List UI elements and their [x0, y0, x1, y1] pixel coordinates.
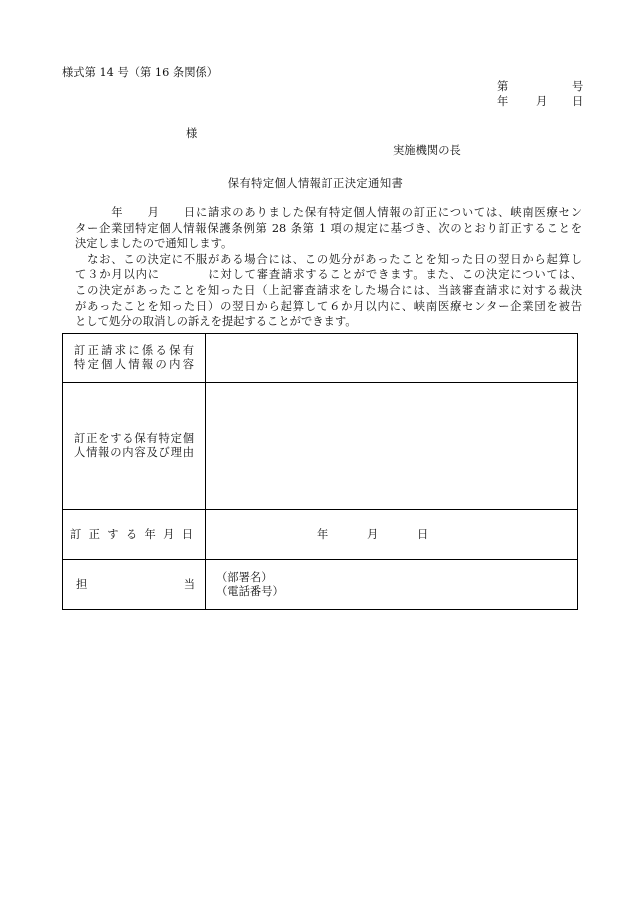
value-correction-date [206, 510, 577, 560]
issue-date-month: 月 [536, 95, 548, 108]
value-correction-content-reason [206, 383, 577, 510]
label-char-left: 担 [76, 577, 88, 591]
body-line: 年 月 日に請求のありました保有特定個人情報の訂正については、峡南医療セン [75, 206, 582, 219]
label-line: 訂 正 す る 年 月 日 [70, 527, 193, 541]
correction-date-year: 年 [317, 527, 329, 541]
department-field-label: （部署名） [216, 570, 273, 584]
label-char-right: 当 [183, 577, 195, 591]
body-line: て３か月以内に に対して審査請求することができます。また、この決定については、 [75, 268, 582, 282]
addressee-suffix: 様 [186, 127, 198, 140]
body-line: として処分の取消しの訴えを提起することができます。 [75, 315, 357, 329]
document-title: 保有特定個人情報訂正決定通知書 [227, 177, 404, 190]
form-number: 様式第 14 号（第 16 条関係） [62, 66, 219, 79]
correction-date-day: 日 [417, 527, 429, 541]
label-line: 訂正をする保有特定個 [74, 432, 194, 445]
label-correction-content-reason [63, 383, 206, 510]
body-line: 決定しましたので通知します。 [75, 237, 233, 251]
label-line: 人情報の内容及び理由 [74, 446, 194, 459]
body-line: この決定があったことを知った日（上記審査請求をした場合には、当該審査請求に対する裁決 [75, 283, 582, 297]
notice-body [75, 205, 582, 330]
correction-date-month: 月 [367, 527, 379, 541]
document-number-prefix: 第 [497, 80, 509, 93]
label-line: 訂正請求に係る保有 [74, 344, 194, 357]
document-number-suffix: 号 [572, 80, 584, 93]
phone-field-label: （電話番号） [216, 584, 284, 598]
body-line: があったことを知った日）の翌日から起算して６か月以内に、峡南医療センター企業団を被告 [75, 299, 582, 313]
decision-table [62, 333, 578, 610]
label-correction-request-content [63, 334, 206, 383]
value-person-in-charge [206, 560, 577, 609]
issue-date-day: 日 [572, 95, 584, 108]
body-line: ター企業団特定個人情報保護条例第 28 条第 1 項の規定に基づき、次のとおり訂正することを [75, 221, 582, 235]
label-line: 特定個人情報の内容 [74, 358, 194, 371]
issue-date-year: 年 [497, 95, 509, 108]
body-line: なお、この決定に不服がある場合には、この処分があったことを知った日の翌日から起算し [75, 252, 582, 266]
label-correction-date [63, 510, 206, 560]
sender: 実施機関の長 [393, 144, 461, 157]
value-correction-request-content [206, 334, 577, 383]
label-person-in-charge [63, 560, 206, 609]
